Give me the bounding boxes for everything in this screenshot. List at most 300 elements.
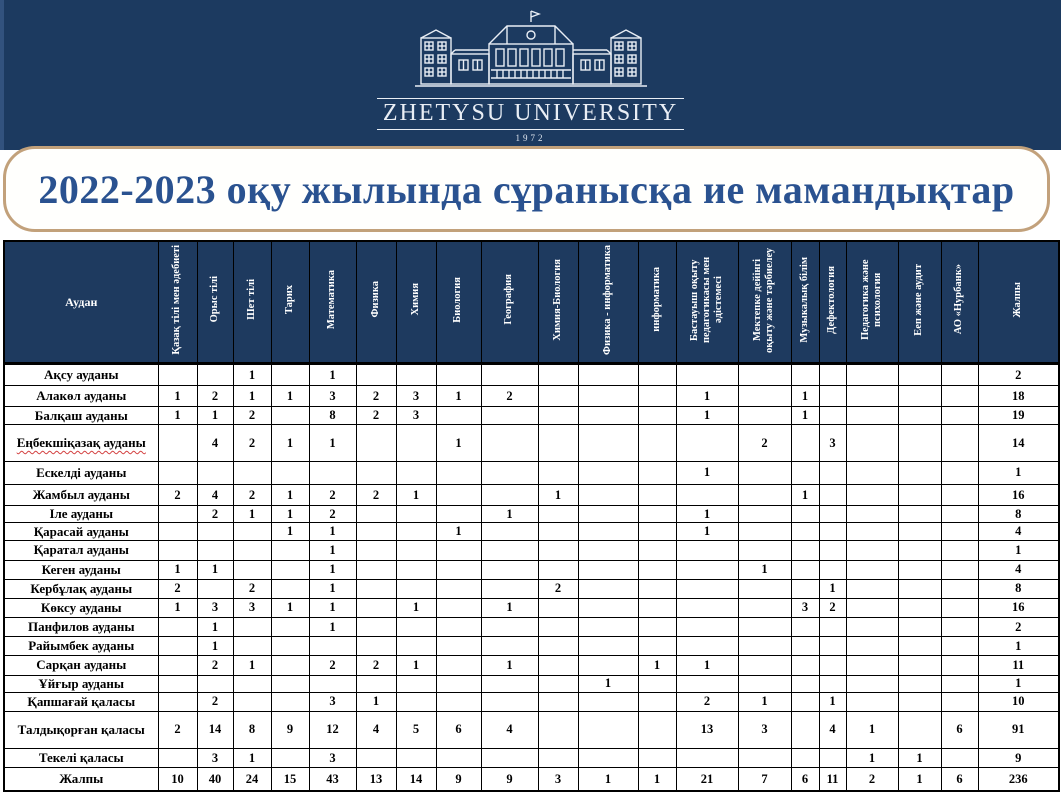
data-cell: 1 <box>158 386 197 407</box>
data-cell <box>638 506 676 523</box>
data-cell: 1 <box>309 425 356 461</box>
row-label-text: Жалпы <box>59 771 104 787</box>
row-label-text: Іле ауданы <box>49 506 114 522</box>
data-cell <box>898 386 941 407</box>
data-cell: 6 <box>791 768 819 791</box>
data-cell <box>738 386 791 407</box>
row-label-text: Сарқан ауданы <box>36 657 127 673</box>
table-row <box>4 692 1059 711</box>
data-cell <box>197 579 233 598</box>
column-header-18 <box>941 241 978 364</box>
data-cell: 43 <box>309 768 356 791</box>
data-cell <box>819 560 846 579</box>
data-cell <box>791 425 819 461</box>
data-cell: 3 <box>309 386 356 407</box>
data-cell <box>538 749 578 768</box>
data-cell <box>436 541 481 560</box>
data-cell <box>538 598 578 617</box>
row-label <box>4 637 158 656</box>
table-row <box>4 637 1059 656</box>
data-cell <box>791 637 819 656</box>
data-cell <box>158 656 197 675</box>
row-label-text: Қарасай ауданы <box>33 523 129 539</box>
data-cell <box>436 637 481 656</box>
data-cell: 11 <box>819 768 846 791</box>
data-cell: 2 <box>233 484 271 505</box>
data-cell <box>158 425 197 461</box>
data-cell <box>271 675 309 692</box>
data-cell: 18 <box>978 386 1059 407</box>
data-cell: 2 <box>481 386 538 407</box>
data-cell: 9 <box>481 768 538 791</box>
data-cell <box>676 637 738 656</box>
row-label-text: Ескелді ауданы <box>36 464 127 480</box>
column-header-7 <box>436 241 481 364</box>
data-cell: 2 <box>197 692 233 711</box>
university-logo <box>0 8 1061 143</box>
data-cell <box>481 637 538 656</box>
data-cell: 1 <box>819 692 846 711</box>
column-header-19 <box>978 241 1059 364</box>
column-header-11 <box>638 241 676 364</box>
data-cell <box>481 425 538 461</box>
row-label-text: Жамбыл ауданы <box>32 487 130 503</box>
row-label <box>4 749 158 768</box>
data-cell: 24 <box>233 768 271 791</box>
data-cell: 1 <box>356 692 396 711</box>
data-cell <box>846 579 898 598</box>
data-cell: 1 <box>676 407 738 425</box>
row-label <box>4 656 158 675</box>
data-cell <box>578 484 638 505</box>
data-cell <box>578 598 638 617</box>
data-cell: 1 <box>309 523 356 541</box>
row-label <box>4 407 158 425</box>
data-cell <box>538 364 578 386</box>
data-cell: 1 <box>578 768 638 791</box>
data-cell <box>436 675 481 692</box>
data-cell <box>538 637 578 656</box>
data-cell <box>638 711 676 748</box>
data-cell <box>846 506 898 523</box>
row-label <box>4 579 158 598</box>
data-cell <box>898 598 941 617</box>
data-cell <box>309 675 356 692</box>
data-cell <box>356 618 396 637</box>
table-row <box>4 364 1059 386</box>
data-cell <box>819 675 846 692</box>
column-header-label: География <box>503 274 515 325</box>
data-cell <box>941 425 978 461</box>
data-cell <box>578 364 638 386</box>
data-cell <box>941 461 978 484</box>
data-cell <box>158 506 197 523</box>
data-cell <box>538 618 578 637</box>
data-cell <box>436 484 481 505</box>
data-cell: 3 <box>738 711 791 748</box>
data-cell: 14 <box>197 711 233 748</box>
data-cell <box>791 364 819 386</box>
data-cell: 1 <box>791 386 819 407</box>
row-label <box>4 484 158 505</box>
data-cell <box>271 692 309 711</box>
data-cell <box>941 675 978 692</box>
data-cell <box>846 618 898 637</box>
data-cell <box>396 506 436 523</box>
row-label-text: Алакөл ауданы <box>36 388 127 404</box>
page-title: 2022-2023 оқу жылында сұранысқа ие мамандықтар <box>38 166 1015 212</box>
data-cell: 1 <box>271 425 309 461</box>
data-cell <box>481 541 538 560</box>
data-cell: 3 <box>197 598 233 617</box>
column-header-4 <box>309 241 356 364</box>
data-cell: 1 <box>538 484 578 505</box>
data-cell <box>271 364 309 386</box>
data-cell: 4 <box>197 484 233 505</box>
data-cell <box>271 461 309 484</box>
data-cell: 1 <box>309 598 356 617</box>
data-cell <box>941 656 978 675</box>
data-cell: 4 <box>978 523 1059 541</box>
data-cell: 6 <box>941 768 978 791</box>
data-cell: 9 <box>271 711 309 748</box>
data-cell <box>791 506 819 523</box>
data-cell: 8 <box>978 579 1059 598</box>
data-cell <box>233 541 271 560</box>
data-cell <box>436 560 481 579</box>
row-label-text: Райымбек ауданы <box>28 638 135 654</box>
data-cell <box>271 560 309 579</box>
data-cell <box>676 425 738 461</box>
data-cell <box>158 749 197 768</box>
data-cell <box>738 407 791 425</box>
data-cell: 1 <box>436 386 481 407</box>
data-cell <box>791 656 819 675</box>
data-cell <box>941 637 978 656</box>
data-cell <box>676 541 738 560</box>
data-cell: 1 <box>638 768 676 791</box>
data-cell: 8 <box>233 711 271 748</box>
data-cell <box>638 484 676 505</box>
table-row <box>4 386 1059 407</box>
data-cell <box>638 364 676 386</box>
data-cell <box>271 541 309 560</box>
data-cell: 10 <box>158 768 197 791</box>
table-row <box>4 523 1059 541</box>
data-cell <box>738 749 791 768</box>
data-cell <box>538 560 578 579</box>
data-cell <box>538 407 578 425</box>
data-cell: 1 <box>819 579 846 598</box>
table-row <box>4 541 1059 560</box>
data-cell <box>233 637 271 656</box>
data-cell <box>846 523 898 541</box>
table-row <box>4 768 1059 791</box>
data-cell: 1 <box>158 407 197 425</box>
data-cell <box>846 364 898 386</box>
data-cell: 1 <box>978 637 1059 656</box>
data-cell: 6 <box>436 711 481 748</box>
column-header-label: Дефектология <box>826 265 838 334</box>
data-cell: 1 <box>481 656 538 675</box>
data-cell <box>791 523 819 541</box>
table-row <box>4 656 1059 675</box>
data-cell <box>638 675 676 692</box>
data-cell: 1 <box>197 637 233 656</box>
data-cell <box>436 364 481 386</box>
column-header-label: Химия-Биология <box>551 258 563 341</box>
data-cell: 1 <box>638 656 676 675</box>
data-cell <box>898 407 941 425</box>
data-cell <box>481 407 538 425</box>
data-cell <box>481 523 538 541</box>
data-cell <box>436 506 481 523</box>
data-cell <box>233 692 271 711</box>
data-cell <box>676 618 738 637</box>
data-cell <box>158 523 197 541</box>
data-cell: 5 <box>396 711 436 748</box>
row-label <box>4 506 158 523</box>
data-cell: 1 <box>396 598 436 617</box>
data-cell: 2 <box>158 711 197 748</box>
data-cell <box>396 749 436 768</box>
data-cell <box>481 692 538 711</box>
data-cell <box>819 386 846 407</box>
data-cell <box>538 425 578 461</box>
column-header-label: Физика <box>369 281 381 318</box>
data-cell <box>941 364 978 386</box>
data-cell <box>791 675 819 692</box>
data-cell <box>819 656 846 675</box>
row-label <box>4 425 158 461</box>
table-row <box>4 618 1059 637</box>
data-cell <box>638 637 676 656</box>
data-cell <box>846 692 898 711</box>
data-cell: 2 <box>846 768 898 791</box>
data-cell <box>819 749 846 768</box>
column-header-label: Тарих <box>283 284 295 315</box>
data-cell: 1 <box>676 386 738 407</box>
data-cell: 1 <box>233 364 271 386</box>
data-cell: 2 <box>978 618 1059 637</box>
data-cell <box>197 523 233 541</box>
data-cell: 2 <box>309 484 356 505</box>
data-cell <box>396 637 436 656</box>
data-cell: 1 <box>481 598 538 617</box>
data-cell: 1 <box>738 560 791 579</box>
data-cell: 21 <box>676 768 738 791</box>
data-cell <box>676 364 738 386</box>
column-header-17 <box>898 241 941 364</box>
table-row <box>4 598 1059 617</box>
data-cell <box>819 523 846 541</box>
data-cell: 2 <box>356 656 396 675</box>
data-cell: 1 <box>846 711 898 748</box>
data-cell <box>898 656 941 675</box>
data-cell: 3 <box>819 425 846 461</box>
data-cell <box>738 637 791 656</box>
data-cell <box>578 386 638 407</box>
data-cell: 1 <box>676 523 738 541</box>
data-cell: 40 <box>197 768 233 791</box>
data-cell <box>676 560 738 579</box>
data-cell <box>578 560 638 579</box>
data-cell <box>271 656 309 675</box>
column-header-label: Жалпы <box>1012 281 1024 318</box>
data-cell: 2 <box>676 692 738 711</box>
data-cell <box>396 523 436 541</box>
data-cell: 4 <box>356 711 396 748</box>
data-cell <box>158 364 197 386</box>
data-cell <box>158 541 197 560</box>
data-cell <box>941 579 978 598</box>
data-cell <box>396 692 436 711</box>
column-header-label: Педагогика және психология <box>859 259 883 340</box>
university-name: ZHETYSU UNIVERSITY <box>377 98 684 130</box>
row-label-text: Талдықорған қаласы <box>17 721 145 737</box>
column-header-5 <box>356 241 396 364</box>
data-cell <box>638 560 676 579</box>
data-cell: 16 <box>978 484 1059 505</box>
data-cell <box>538 656 578 675</box>
data-cell: 1 <box>676 506 738 523</box>
data-cell <box>846 461 898 484</box>
data-cell <box>538 692 578 711</box>
data-cell <box>578 637 638 656</box>
column-header-label: Шет тілі <box>245 279 257 320</box>
data-cell <box>846 484 898 505</box>
data-cell <box>578 579 638 598</box>
column-header-label: Математика <box>326 269 338 330</box>
data-cell: 1 <box>898 749 941 768</box>
row-label-text: Қаратал ауданы <box>33 542 129 558</box>
data-cell <box>396 461 436 484</box>
data-cell <box>738 461 791 484</box>
column-header-label: Физика - информатика <box>601 244 613 355</box>
data-cell <box>578 711 638 748</box>
data-cell <box>791 461 819 484</box>
data-cell <box>481 579 538 598</box>
specialties-table-wrap <box>3 240 1060 792</box>
row-label-text: Ұйғыр ауданы <box>38 675 125 691</box>
column-header-label: Биология <box>452 276 464 323</box>
data-cell <box>436 579 481 598</box>
data-cell <box>898 560 941 579</box>
data-cell: 3 <box>197 749 233 768</box>
data-cell <box>436 656 481 675</box>
data-cell: 1 <box>271 598 309 617</box>
data-cell: 1 <box>309 364 356 386</box>
row-label <box>4 692 158 711</box>
data-cell <box>638 692 676 711</box>
data-cell <box>436 598 481 617</box>
data-cell <box>396 675 436 692</box>
data-cell <box>356 425 396 461</box>
data-cell <box>538 506 578 523</box>
data-cell <box>578 749 638 768</box>
data-cell <box>481 618 538 637</box>
data-cell: 13 <box>356 768 396 791</box>
data-cell <box>356 598 396 617</box>
data-cell: 2 <box>538 579 578 598</box>
table-row <box>4 484 1059 505</box>
data-cell <box>738 364 791 386</box>
data-cell <box>481 484 538 505</box>
data-cell <box>846 656 898 675</box>
table-row <box>4 506 1059 523</box>
data-cell: 2 <box>233 425 271 461</box>
data-cell <box>638 407 676 425</box>
data-cell <box>578 506 638 523</box>
data-cell <box>898 425 941 461</box>
data-cell <box>738 506 791 523</box>
row-label <box>4 711 158 748</box>
data-cell <box>356 749 396 768</box>
data-cell <box>819 461 846 484</box>
data-cell <box>578 523 638 541</box>
column-header-3 <box>271 241 309 364</box>
column-header-2 <box>233 241 271 364</box>
row-label <box>4 618 158 637</box>
data-cell <box>638 523 676 541</box>
data-cell: 8 <box>978 506 1059 523</box>
data-cell <box>791 749 819 768</box>
data-cell <box>819 506 846 523</box>
data-cell <box>846 560 898 579</box>
data-cell: 1 <box>158 598 197 617</box>
data-cell <box>233 461 271 484</box>
data-cell <box>481 560 538 579</box>
data-cell: 2 <box>158 579 197 598</box>
data-cell <box>578 692 638 711</box>
table-row <box>4 407 1059 425</box>
data-cell <box>898 541 941 560</box>
table-row <box>4 560 1059 579</box>
data-cell: 4 <box>819 711 846 748</box>
data-cell: 1 <box>197 618 233 637</box>
data-cell: 2 <box>738 425 791 461</box>
data-cell: 2 <box>197 506 233 523</box>
data-cell: 7 <box>738 768 791 791</box>
data-cell <box>436 407 481 425</box>
row-label <box>4 364 158 386</box>
data-cell <box>846 675 898 692</box>
data-cell: 19 <box>978 407 1059 425</box>
row-label-text: Текелі қаласы <box>38 750 124 766</box>
data-cell: 2 <box>356 407 396 425</box>
data-cell <box>819 407 846 425</box>
data-cell: 1 <box>978 461 1059 484</box>
data-cell <box>158 675 197 692</box>
data-cell <box>898 692 941 711</box>
data-cell <box>356 675 396 692</box>
data-cell: 1 <box>738 692 791 711</box>
data-cell: 14 <box>396 768 436 791</box>
data-cell: 1 <box>898 768 941 791</box>
data-cell <box>676 749 738 768</box>
data-cell <box>538 711 578 748</box>
column-header-1 <box>197 241 233 364</box>
table-row <box>4 579 1059 598</box>
data-cell: 9 <box>978 749 1059 768</box>
data-cell: 12 <box>309 711 356 748</box>
data-cell: 9 <box>436 768 481 791</box>
data-cell <box>538 386 578 407</box>
data-cell: 2 <box>197 386 233 407</box>
data-cell <box>356 579 396 598</box>
row-label-text: Еңбекшіқазақ ауданы <box>16 435 146 451</box>
data-cell <box>158 618 197 637</box>
